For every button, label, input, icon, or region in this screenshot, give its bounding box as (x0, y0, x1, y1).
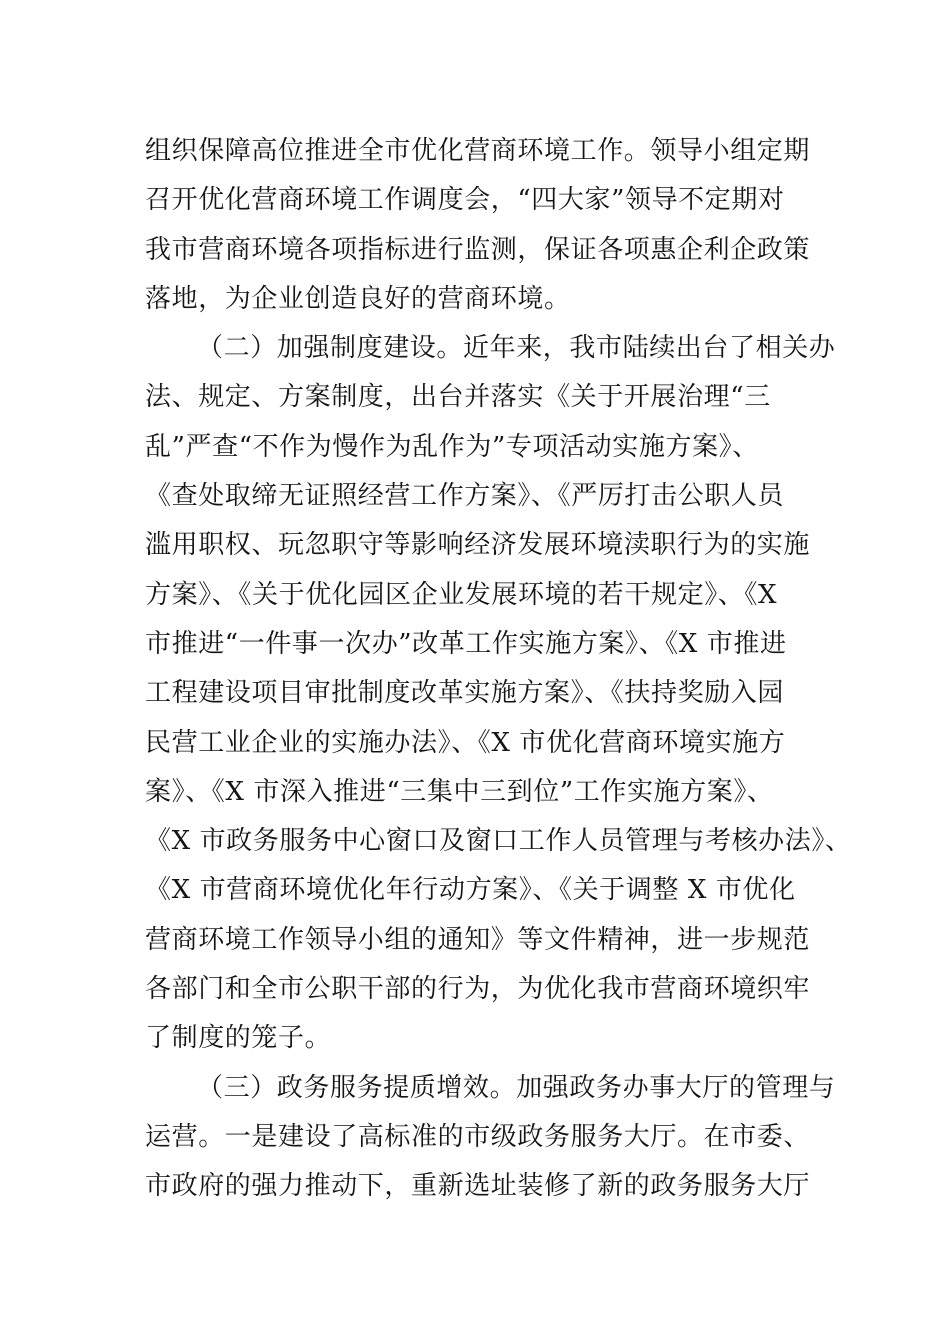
paragraph-continuation (145, 127, 810, 324)
text-line: （三）政务服务提质增效。加强政务办事大厅的管理与 (197, 1072, 836, 1103)
text-line: 运营。一是建设了高标准的市级政务服务大厅。在市委、 (145, 1121, 811, 1152)
text-line: 《查处取缔无证照经营工作方案》、《严厉打击公职人员 (145, 481, 785, 512)
text-line: 召开优化营商环境工作调度会，“四大家”领导不定期对 (145, 185, 785, 216)
text-line: 市推进“一件事一次办”改革工作实施方案》、《X 市推进 (145, 628, 787, 659)
text-line: 了制度的笼子。 (145, 1023, 332, 1054)
text-line: 工程建设项目审批制度改革实施方案》、《扶持奖励入园 (145, 678, 785, 709)
text-line: 市政府的强力推动下，重新选址装修了新的政务服务大厅 (145, 1171, 811, 1202)
text-line: 组织保障高位推进全市优化营商环境工作。领导小组定期 (145, 136, 811, 166)
text-line: 方案》、《关于优化园区企业发展环境的若干规定》、《X (145, 579, 778, 610)
text-line: 滥用职权、玩忽职守等影响经济发展环境渎职行为的实施 (145, 530, 811, 561)
text-line: 乱”严查“不作为慢作为乱作为”专项活动实施方案》、 (145, 431, 759, 462)
paragraph-government-services (145, 1064, 836, 1212)
text-line: 法、规定、方案制度，出台并落实《关于开展治理“三 (145, 382, 771, 413)
body-text (145, 127, 852, 1212)
text-line: 营商环境工作领导小组的通知》等文件精神，进一步规范 (145, 924, 811, 955)
text-line: 落地，为企业创造良好的营商环境。 (145, 283, 571, 314)
text-line: （二）加强制度建设。近年来，我市陆续出台了相关办 (197, 333, 836, 364)
text-line: 各部门和全市公职干部的行为，为优化我市营商环境织牢 (145, 974, 811, 1005)
text-line: 民营工业企业的实施办法》、《X 市优化营商环境实施方 (145, 727, 786, 758)
text-line: 《X 市营商环境优化年行动方案》、《关于调整 X 市优化 (145, 875, 796, 906)
paragraph-institution-building (145, 324, 852, 1063)
text-line: 我市营商环境各项指标进行监测，保证各项惠企利企政策 (145, 234, 811, 265)
text-line: 《X 市政务服务中心窗口及窗口工作人员管理与考核办法》、 (145, 826, 852, 857)
text-line: 案》、《X 市深入推进“三集中三到位”工作实施方案》、 (145, 776, 774, 807)
